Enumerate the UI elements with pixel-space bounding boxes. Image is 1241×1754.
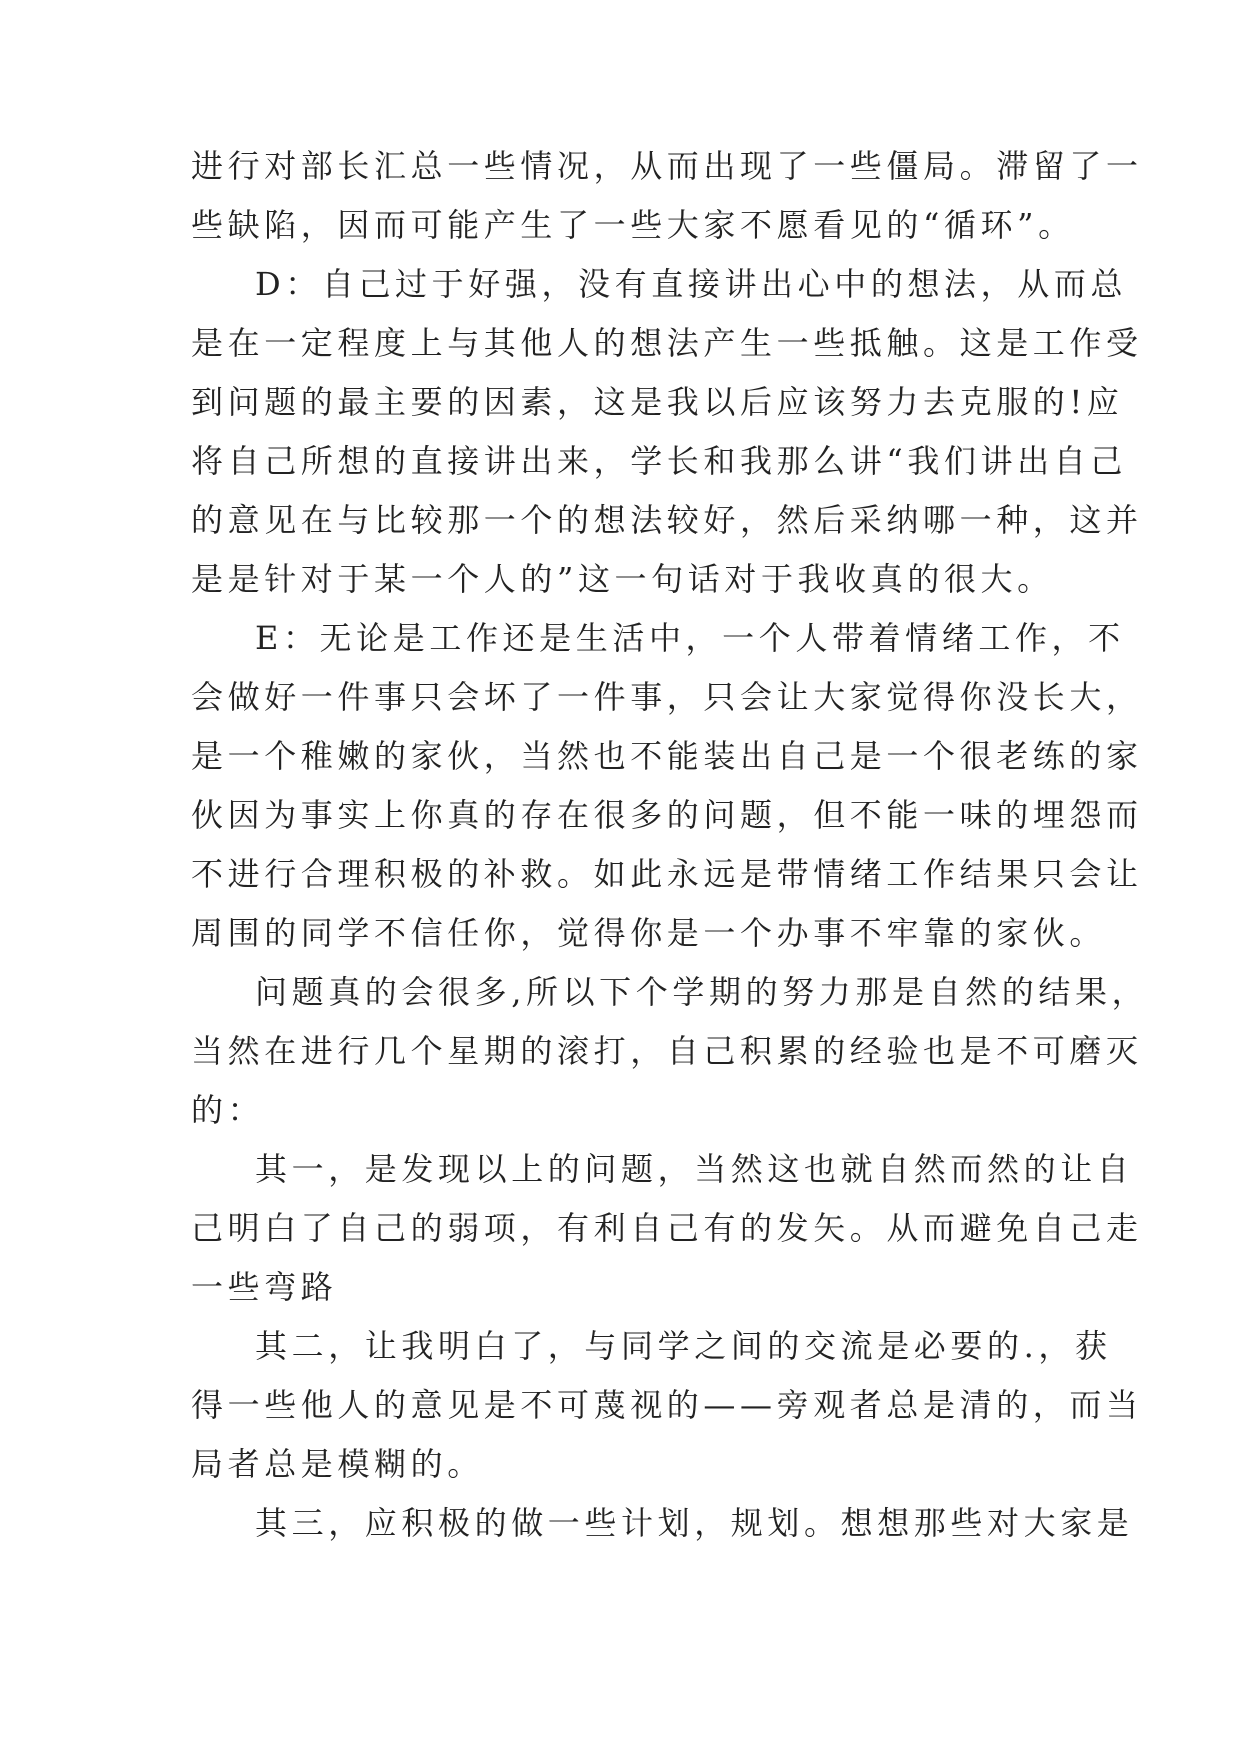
text-line: 到问题的最主要的因素，这是我以后应该努力去克服的!应 bbox=[191, 383, 1124, 421]
text-line: D：自己过于好强，没有直接讲出心中的想法，从而总 bbox=[255, 265, 1128, 303]
text-line: 一些弯路 bbox=[191, 1268, 338, 1306]
text-line: 的意见在与比较那一个的想法较好，然后采纳哪一种，这并 bbox=[191, 501, 1143, 539]
text-line: 周围的同学不信任你，觉得你是一个办事不牢靠的家伙。 bbox=[191, 914, 1107, 952]
text-line: 将自己所想的直接讲出来，学长和我那么讲“我们讲出自己 bbox=[191, 442, 1127, 480]
text-line: 伙因为事实上你真的存在很多的问题，但不能一味的埋怨而 bbox=[191, 796, 1143, 834]
text-line: 进行对部长汇总一些情况，从而出现了一些僵局。滞留了一 bbox=[191, 147, 1143, 185]
text-line: 些缺陷，因而可能产生了一些大家不愿看见的“循环”。 bbox=[191, 206, 1075, 244]
text-line: 的： bbox=[191, 1091, 265, 1129]
text-line: 其一，是发现以上的问题，当然这也就自然而然的让自 bbox=[255, 1150, 1134, 1188]
text-line: 己明白了自己的弱项，有利自己有的发矢。从而避免自己走 bbox=[191, 1209, 1143, 1247]
text-line: E：无论是工作还是生活中，一个人带着情绪工作，不 bbox=[255, 619, 1125, 657]
text-line: 其二，让我明白了，与同学之间的交流是必要的.，获 bbox=[255, 1327, 1112, 1365]
text-line: 当然在进行几个星期的滚打，自己积累的经验也是不可磨灭 bbox=[191, 1032, 1143, 1070]
text-line: 是在一定程度上与其他人的想法产生一些抵触。这是工作受 bbox=[191, 324, 1143, 362]
text-line: 是一个稚嫩的家伙，当然也不能装出自己是一个很老练的家 bbox=[191, 737, 1143, 775]
text-line: 局者总是模糊的。 bbox=[191, 1445, 484, 1483]
text-line: 其三，应积极的做一些计划，规划。想想那些对大家是 bbox=[255, 1504, 1134, 1542]
text-line: 不进行合理积极的补救。如此永远是带情绪工作结果只会让 bbox=[191, 855, 1143, 893]
text-line: 得一些他人的意见是不可蔑视的——旁观者总是清的，而当 bbox=[191, 1386, 1143, 1424]
text-line: 是是针对于某一个人的”这一句话对于我收真的很大。 bbox=[191, 560, 1054, 598]
text-line: 会做好一件事只会坏了一件事，只会让大家觉得你没长大， bbox=[191, 678, 1143, 716]
text-line: 问题真的会很多,所以下个学期的努力那是自然的结果， bbox=[255, 973, 1149, 1011]
